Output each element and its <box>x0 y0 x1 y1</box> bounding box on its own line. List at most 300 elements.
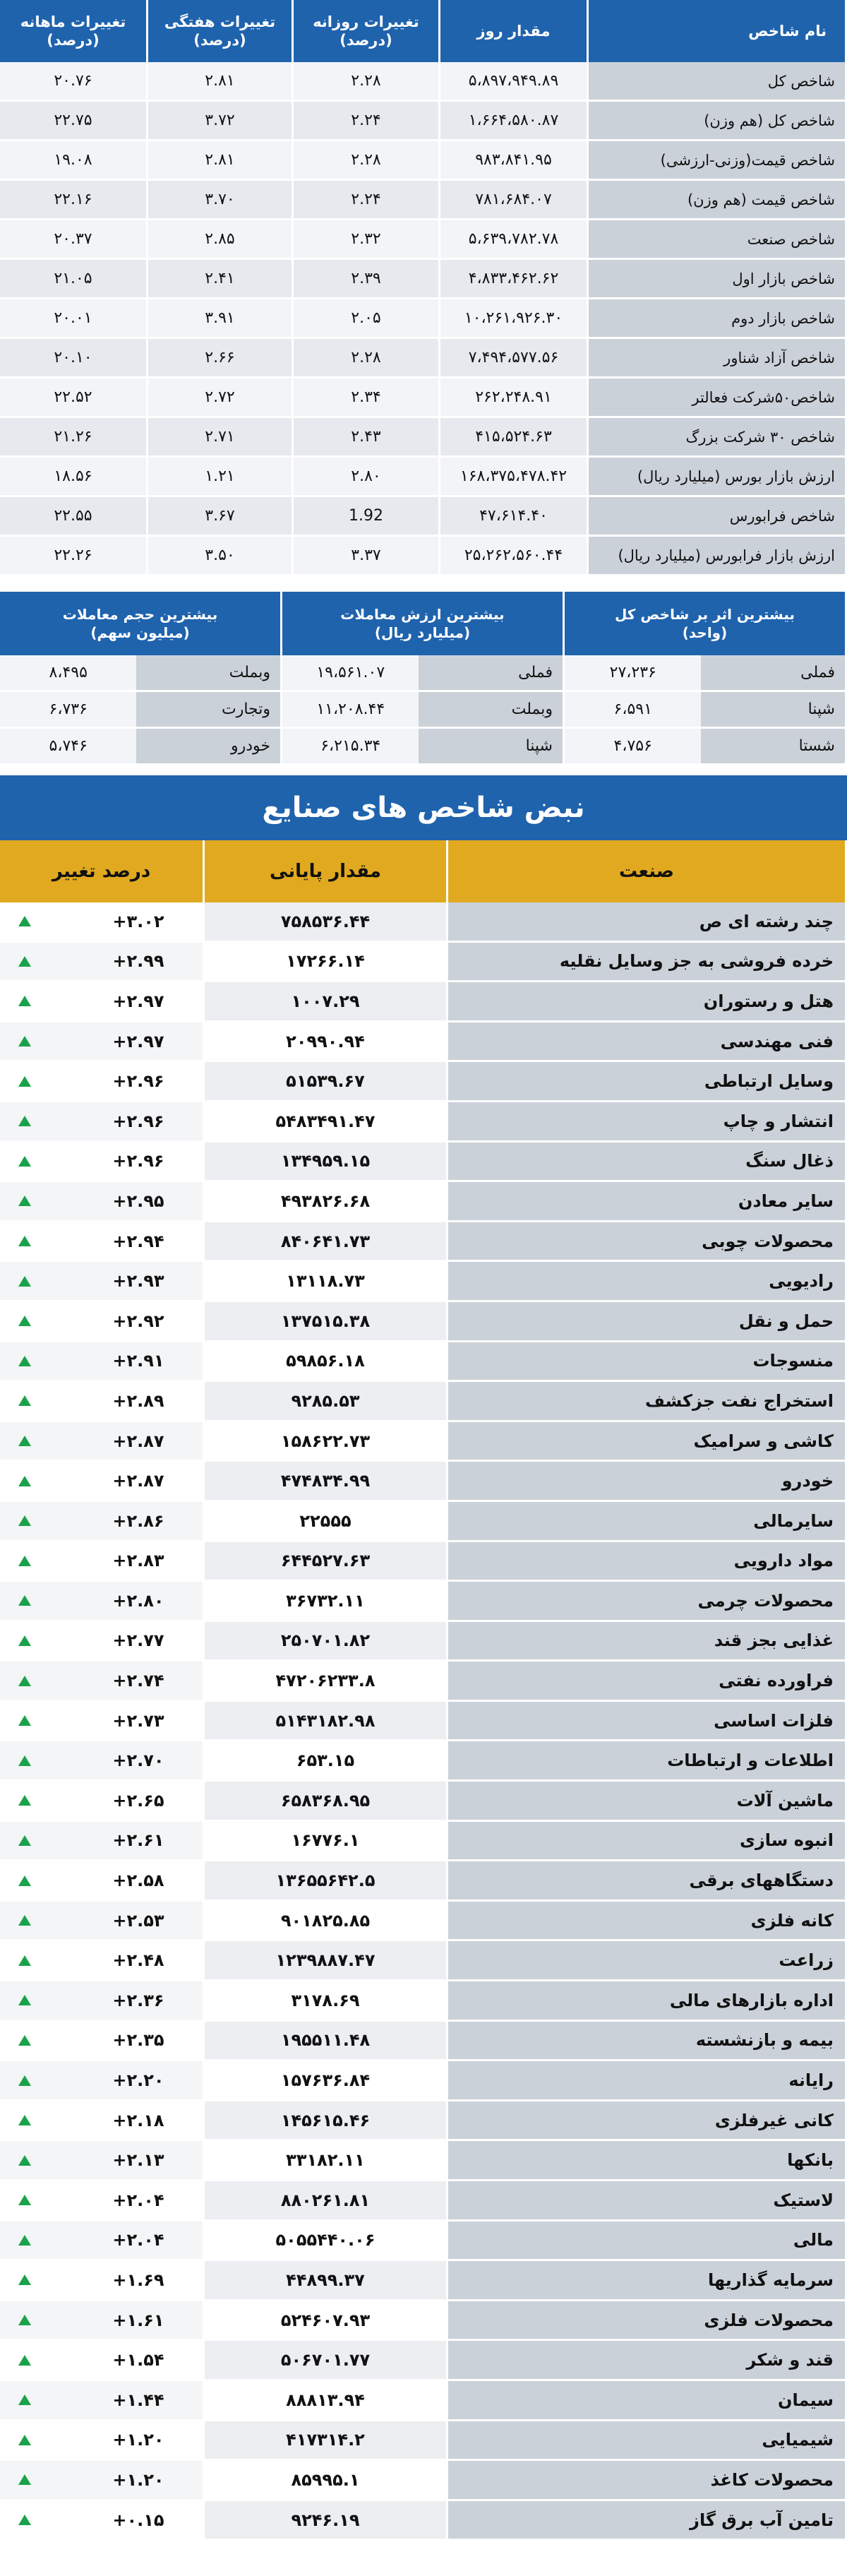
final-value: ۹۲۸۵.۵۳ <box>205 1382 448 1422</box>
trade-volume-symbol: خودرو <box>136 729 280 765</box>
change-cell <box>0 1422 205 1462</box>
change-percent: +۲.۸۹ <box>112 1390 164 1411</box>
weekly-change: ۲.۸۵ <box>148 220 294 260</box>
industry-name: چند رشته ای ص <box>448 902 847 943</box>
index-impact-cell <box>565 655 847 692</box>
industry-name: سایرمالی <box>448 1502 847 1542</box>
change-cell <box>0 1342 205 1383</box>
change-cell <box>0 2341 205 2381</box>
industry-name: وسایل ارتباطی <box>448 1062 847 1102</box>
trade-value-symbol: فملی <box>419 655 563 692</box>
header-index-impact: بیشترین اثر بر شاخص کل (واحد) <box>565 592 847 655</box>
monthly-change: ۲۲.۵۵ <box>0 497 148 537</box>
trade-value-value: ۶،۲۱۵.۳۴ <box>282 729 419 765</box>
final-value: ۵۲۴۶۰۷.۹۳ <box>205 2301 448 2342</box>
up-arrow-icon <box>18 1515 31 1526</box>
final-value: ۵۱۵۳۹.۶۷ <box>205 1062 448 1102</box>
industry-table-header <box>0 840 847 902</box>
final-value: ۶۵۸۳۶۸.۹۵ <box>205 1782 448 1822</box>
final-value: ۴۹۳۸۲۶.۶۸ <box>205 1182 448 1222</box>
industry-row <box>0 2101 847 2142</box>
industry-name: ذغال سنگ <box>448 1143 847 1183</box>
header-monthly: تغییرات ماهانه (درصد) <box>0 0 148 62</box>
up-arrow-icon <box>18 1276 31 1287</box>
header-industry: صنعت <box>448 840 847 902</box>
industry-name: انبوه سازی <box>448 1822 847 1862</box>
change-cell <box>0 1861 205 1902</box>
change-cell <box>0 1502 205 1542</box>
industry-row <box>0 2381 847 2421</box>
industry-row <box>0 1222 847 1263</box>
index-row <box>0 537 847 576</box>
change-percent: +۱.۶۹ <box>112 2270 164 2290</box>
industry-name: رادیویی <box>448 1262 847 1302</box>
monthly-change: ۲۲.۲۶ <box>0 537 148 576</box>
final-value: ۱۳۱۱۸.۷۳ <box>205 1262 448 1302</box>
change-percent: +۲.۵۳ <box>112 1910 164 1931</box>
index-name: شاخص کل (هم وزن) <box>589 102 847 141</box>
index-impact-value: ۴،۷۵۶ <box>565 729 701 765</box>
up-arrow-icon <box>18 1195 31 1206</box>
industry-banner: نبض شاخص های صنایع <box>0 775 847 840</box>
up-arrow-icon <box>18 2195 31 2205</box>
index-name: شاخص فرابورس <box>589 497 847 537</box>
trade-volume-value: ۸،۴۹۵ <box>0 655 136 692</box>
change-percent: +۲.۸۰ <box>112 1590 164 1611</box>
industry-row <box>0 1542 847 1582</box>
industry-name: لاستیک <box>448 2181 847 2222</box>
weekly-change: ۳.۷۲ <box>148 102 294 141</box>
up-arrow-icon <box>18 1036 31 1046</box>
change-percent: +۲.۸۷ <box>112 1471 164 1491</box>
daily-change: ۲.۳۴ <box>294 378 440 418</box>
final-value: ۱۴۵۶۱۵.۴۶ <box>205 2101 448 2142</box>
index-value: ۲۶۲،۲۴۸.۹۱ <box>440 378 589 418</box>
trade-volume-symbol: وتجارت <box>136 692 280 729</box>
final-value: ۵۹۸۵۶.۱۸ <box>205 1342 448 1383</box>
index-impact-value: ۶،۵۹۱ <box>565 692 701 729</box>
final-value: ۴۷۲۰۶۲۳۳.۸ <box>205 1662 448 1702</box>
final-value: ۶۴۴۵۲۷.۶۳ <box>205 1542 448 1582</box>
industry-row <box>0 1702 847 1742</box>
industry-row <box>0 1302 847 1342</box>
final-value: ۵۰۵۵۴۴۰.۰۶ <box>205 2222 448 2262</box>
change-percent: +۲.۶۱ <box>112 1830 164 1851</box>
header-final: مقدار پایانی <box>205 840 448 902</box>
change-percent: +۲.۳۶ <box>112 1990 164 2010</box>
index-impact-symbol: شستا <box>701 729 845 765</box>
index-row <box>0 102 847 141</box>
header-weekly: تغییرات هفتگی (درصد) <box>148 0 294 62</box>
trade-value-symbol: وبملت <box>419 692 563 729</box>
index-value: ۵،۸۹۷،۹۴۹.۸۹ <box>440 62 589 102</box>
up-arrow-icon <box>18 1436 31 1446</box>
weekly-change: ۲.۴۱ <box>148 260 294 299</box>
final-value: ۵۴۸۳۴۹۱.۴۷ <box>205 1102 448 1143</box>
top-stocks-row <box>0 729 847 765</box>
change-percent: +۲.۹۶ <box>112 1111 164 1131</box>
trade-volume-value: ۵،۷۴۶ <box>0 729 136 765</box>
industry-row <box>0 1622 847 1662</box>
industry-row <box>0 2022 847 2062</box>
index-value: ۱،۶۶۴،۵۸۰.۸۷ <box>440 102 589 141</box>
trade-value-symbol: شپنا <box>419 729 563 765</box>
final-value: ۳۳۱۸۲.۱۱ <box>205 2141 448 2181</box>
change-cell <box>0 1302 205 1342</box>
up-arrow-icon <box>18 2235 31 2246</box>
change-cell <box>0 2101 205 2142</box>
industry-row <box>0 1102 847 1143</box>
index-impact-cell <box>565 692 847 729</box>
industry-name: غذایی بجز قند <box>448 1622 847 1662</box>
industry-name: سایر معادن <box>448 1182 847 1222</box>
change-percent: +۲.۷۴ <box>112 1671 164 1691</box>
index-row <box>0 141 847 181</box>
change-cell <box>0 2301 205 2342</box>
industry-row <box>0 1182 847 1222</box>
up-arrow-icon <box>18 1556 31 1566</box>
header-change: درصد تغییر <box>0 840 205 902</box>
change-percent: +۲.۹۱ <box>112 1351 164 1371</box>
final-value: ۸۸۸۱۳.۹۴ <box>205 2381 448 2421</box>
index-name: ارزش بازار فرابورس (میلیارد ریال) <box>589 537 847 576</box>
industry-row <box>0 1662 847 1702</box>
trade-volume-cell <box>0 692 282 729</box>
up-arrow-icon <box>18 2315 31 2325</box>
monthly-change: ۲۱.۲۶ <box>0 418 148 458</box>
industry-row <box>0 2181 847 2222</box>
industry-name: دستگاههای برقی <box>448 1861 847 1902</box>
final-value: ۱۷۲۶۶.۱۴ <box>205 943 448 983</box>
industry-row <box>0 982 847 1022</box>
industry-row <box>0 1822 847 1862</box>
top-stocks-table <box>0 592 847 765</box>
monthly-change: ۲۰.۳۷ <box>0 220 148 260</box>
weekly-change: ۳.۶۷ <box>148 497 294 537</box>
weekly-change: ۱.۲۱ <box>148 458 294 497</box>
trade-volume-symbol: وبملت <box>136 655 280 692</box>
industry-name: فلزات اساسی <box>448 1702 847 1742</box>
change-cell <box>0 982 205 1022</box>
change-cell <box>0 1622 205 1662</box>
change-cell <box>0 2461 205 2501</box>
trade-value-cell <box>282 655 565 692</box>
trade-volume-cell <box>0 729 282 765</box>
final-value: ۴۷۴۸۳۴.۹۹ <box>205 1462 448 1502</box>
up-arrow-icon <box>18 1676 31 1686</box>
daily-change: ۲.۲۸ <box>294 339 440 378</box>
daily-change: ۲.۳۲ <box>294 220 440 260</box>
index-name: شاخص قیمت (هم وزن) <box>589 181 847 220</box>
trade-value-value: ۱۱،۲۰۸.۴۴ <box>282 692 419 729</box>
change-percent: +۱.۶۱ <box>112 2310 164 2330</box>
change-percent: +۲.۹۷ <box>112 1031 164 1051</box>
industry-name: محصولات چوبی <box>448 1222 847 1263</box>
final-value: ۲۰۹۹۰.۹۴ <box>205 1022 448 1063</box>
index-value: ۷۸۱،۶۸۴.۰۷ <box>440 181 589 220</box>
header-trade-volume: بیشترین حجم معاملات (میلیون سهم) <box>0 592 282 655</box>
change-percent: +۱.۴۴ <box>112 2390 164 2410</box>
change-percent: +۲.۴۸ <box>112 1950 164 1971</box>
header-value: مقدار روز <box>440 0 589 62</box>
change-cell <box>0 1143 205 1183</box>
final-value: ۷۵۸۵۳۶.۴۴ <box>205 902 448 943</box>
industry-row <box>0 1502 847 1542</box>
industry-name: اطلاعات و ارتباطات <box>448 1741 847 1782</box>
final-value: ۱۹۵۵۱۱.۴۸ <box>205 2022 448 2062</box>
trade-value-cell <box>282 729 565 765</box>
trade-value-cell <box>282 692 565 729</box>
index-row <box>0 299 847 339</box>
top-stocks-row <box>0 655 847 692</box>
change-cell <box>0 2061 205 2101</box>
index-value: ۵،۶۳۹،۷۸۲.۷۸ <box>440 220 589 260</box>
final-value: ۹۰۱۸۲۵.۸۵ <box>205 1902 448 1942</box>
trade-value-value: ۱۹،۵۶۱.۰۷ <box>282 655 419 692</box>
up-arrow-icon <box>18 1595 31 1606</box>
industry-row <box>0 1582 847 1622</box>
industry-row <box>0 943 847 983</box>
industry-name: ماشین آلات <box>448 1782 847 1822</box>
monthly-change: ۲۰.۰۱ <box>0 299 148 339</box>
industry-row <box>0 1902 847 1942</box>
final-value: ۱۲۳۹۸۸۷.۴۷ <box>205 1941 448 1981</box>
daily-change: ۲.۰۵ <box>294 299 440 339</box>
industry-name: خودرو <box>448 1462 847 1502</box>
change-percent: +۲.۸۷ <box>112 1431 164 1451</box>
industry-name: شیمیایی <box>448 2421 847 2462</box>
up-arrow-icon <box>18 1476 31 1486</box>
index-value: ۹۸۳،۸۴۱.۹۵ <box>440 141 589 181</box>
up-arrow-icon <box>18 1715 31 1726</box>
weekly-change: ۲.۸۱ <box>148 141 294 181</box>
change-percent: +۲.۱۸ <box>112 2110 164 2130</box>
industry-name: انتشار و چاپ <box>448 1102 847 1143</box>
index-row <box>0 497 847 537</box>
final-value: ۱۵۷۶۳۶.۸۴ <box>205 2061 448 2101</box>
industry-row <box>0 2421 847 2462</box>
final-value: ۵۰۶۷۰۱.۷۷ <box>205 2341 448 2381</box>
change-percent: +۲.۹۷ <box>112 991 164 1011</box>
up-arrow-icon <box>18 2274 31 2285</box>
final-value: ۲۲۵۵۵ <box>205 1502 448 1542</box>
industry-row <box>0 1022 847 1063</box>
final-value: ۱۵۸۶۲۲.۷۳ <box>205 1422 448 1462</box>
industry-name: رایانه <box>448 2061 847 2101</box>
industry-name: اداره بازارهای مالی <box>448 1981 847 2022</box>
final-value: ۵۱۴۳۱۸۲.۹۸ <box>205 1702 448 1742</box>
change-cell <box>0 1782 205 1822</box>
weekly-change: ۳.۷۰ <box>148 181 294 220</box>
change-cell <box>0 2181 205 2222</box>
weekly-change: ۲.۷۱ <box>148 418 294 458</box>
daily-change: ۲.۲۴ <box>294 181 440 220</box>
up-arrow-icon <box>18 1995 31 2005</box>
change-cell <box>0 2501 205 2541</box>
index-name: شاخص آزاد شناور <box>589 339 847 378</box>
up-arrow-icon <box>18 916 31 926</box>
change-cell <box>0 1462 205 1502</box>
industry-row <box>0 2261 847 2301</box>
index-impact-symbol: فملی <box>701 655 845 692</box>
monthly-change: ۲۲.۱۶ <box>0 181 148 220</box>
index-name: شاخص صنعت <box>589 220 847 260</box>
industry-row <box>0 1342 847 1383</box>
change-cell <box>0 1741 205 1782</box>
index-row <box>0 181 847 220</box>
index-value: ۴۷،۶۱۴.۴۰ <box>440 497 589 537</box>
weekly-change: ۲.۶۶ <box>148 339 294 378</box>
index-row <box>0 220 847 260</box>
industry-row <box>0 2222 847 2262</box>
industry-row <box>0 2061 847 2101</box>
change-percent: +۲.۷۷ <box>112 1630 164 1651</box>
industry-name: محصولات کاغذ <box>448 2461 847 2501</box>
industry-name: بیمه و بازنشسته <box>448 2022 847 2062</box>
up-arrow-icon <box>18 2035 31 2046</box>
daily-change: ۲.۲۸ <box>294 62 440 102</box>
final-value: ۸۵۹۹۵.۱ <box>205 2461 448 2501</box>
final-value: ۶۵۳.۱۵ <box>205 1741 448 1782</box>
change-cell <box>0 1582 205 1622</box>
up-arrow-icon <box>18 956 31 967</box>
industry-row <box>0 1143 847 1183</box>
industry-name: حمل و نقل <box>448 1302 847 1342</box>
change-percent: +۲.۹۶ <box>112 1071 164 1092</box>
change-percent: +۲.۹۳ <box>112 1271 164 1292</box>
industry-name: سرمایه گذاریها <box>448 2261 847 2301</box>
change-cell <box>0 2261 205 2301</box>
change-cell <box>0 1102 205 1143</box>
industry-row <box>0 1741 847 1782</box>
change-cell <box>0 1222 205 1263</box>
industry-table <box>0 840 847 2541</box>
up-arrow-icon <box>18 1316 31 1326</box>
index-name: شاخص قیمت(وزنی-ارزشی) <box>589 141 847 181</box>
change-percent: +۱.۲۰ <box>112 2469 164 2490</box>
change-cell <box>0 1941 205 1981</box>
change-percent: +۲.۸۶ <box>112 1510 164 1531</box>
change-cell <box>0 1182 205 1222</box>
indices-table <box>0 0 847 576</box>
monthly-change: ۲۲.۷۵ <box>0 102 148 141</box>
header-trade-value: بیشترین ارزش معاملات (میلیارد ریال) <box>282 592 565 655</box>
industry-name: منسوجات <box>448 1342 847 1383</box>
change-percent: +۲.۳۵ <box>112 2030 164 2051</box>
change-percent: +۱.۵۴ <box>112 2350 164 2371</box>
industry-name: استخراج نفت جزکشف <box>448 1382 847 1422</box>
up-arrow-icon <box>18 1356 31 1366</box>
industry-row <box>0 902 847 943</box>
change-percent: +۲.۹۴ <box>112 1231 164 1251</box>
up-arrow-icon <box>18 2155 31 2166</box>
index-name: شاخص بازار اول <box>589 260 847 299</box>
final-value: ۳۱۷۸.۶۹ <box>205 1981 448 2022</box>
change-cell <box>0 1022 205 1063</box>
index-value: ۲۵،۲۶۲،۵۶۰.۴۴ <box>440 537 589 576</box>
industry-name: فراورده نفتی <box>448 1662 847 1702</box>
monthly-change: ۱۹.۰۸ <box>0 141 148 181</box>
change-cell <box>0 1262 205 1302</box>
weekly-change: ۲.۷۲ <box>148 378 294 418</box>
change-cell <box>0 2022 205 2062</box>
monthly-change: ۲۲.۵۲ <box>0 378 148 418</box>
daily-change: ۲.۴۳ <box>294 418 440 458</box>
index-value: ۴۱۵،۵۲۴.۶۳ <box>440 418 589 458</box>
index-value: ۴،۸۳۳،۴۶۲.۶۲ <box>440 260 589 299</box>
change-cell <box>0 1702 205 1742</box>
change-percent: +۲.۷۳ <box>112 1710 164 1731</box>
up-arrow-icon <box>18 1915 31 1926</box>
change-percent: +۲.۷۰ <box>112 1751 164 1771</box>
industry-row <box>0 1062 847 1102</box>
change-percent: +۲.۹۲ <box>112 1311 164 1331</box>
change-percent: +۲.۱۳ <box>112 2150 164 2171</box>
up-arrow-icon <box>18 1955 31 1966</box>
top-stocks-row <box>0 692 847 729</box>
change-percent: +۱.۲۰ <box>112 2430 164 2450</box>
indices-table-body <box>0 62 847 576</box>
industry-name: هتل و رستوران <box>448 982 847 1022</box>
index-name: شاخص کل <box>589 62 847 102</box>
index-value: ۷،۴۹۴،۵۷۷.۵۶ <box>440 339 589 378</box>
industry-row <box>0 2501 847 2541</box>
monthly-change: ۲۰.۷۶ <box>0 62 148 102</box>
industry-name: خرده فروشی به جز وسایل نقلیه <box>448 943 847 983</box>
change-cell <box>0 943 205 983</box>
up-arrow-icon <box>18 2355 31 2366</box>
industry-row <box>0 2141 847 2181</box>
header-name: نام شاخص <box>589 0 847 62</box>
industry-name: زراعت <box>448 1941 847 1981</box>
index-row <box>0 378 847 418</box>
up-arrow-icon <box>18 1795 31 1806</box>
final-value: ۹۲۴۶.۱۹ <box>205 2501 448 2541</box>
up-arrow-icon <box>18 2474 31 2485</box>
up-arrow-icon <box>18 1395 31 1406</box>
industry-name: فنی مهندسی <box>448 1022 847 1063</box>
change-cell <box>0 1981 205 2022</box>
index-row <box>0 339 847 378</box>
up-arrow-icon <box>18 2075 31 2086</box>
final-value: ۸۴۰۶۴۱.۷۳ <box>205 1222 448 1263</box>
trade-volume-cell <box>0 655 282 692</box>
industry-name: کانی غیرفلزی <box>448 2101 847 2142</box>
monthly-change: ۱۸.۵۶ <box>0 458 148 497</box>
final-value: ۲۵۰۷۰۱.۸۲ <box>205 1622 448 1662</box>
weekly-change: ۲.۸۱ <box>148 62 294 102</box>
industry-row <box>0 2301 847 2342</box>
change-percent: +۲.۶۵ <box>112 1790 164 1811</box>
industry-row <box>0 1782 847 1822</box>
change-cell <box>0 902 205 943</box>
industry-name: بانکها <box>448 2141 847 2181</box>
final-value: ۱۶۷۷۶.۱ <box>205 1822 448 1862</box>
change-percent: +۲.۹۶ <box>112 1151 164 1171</box>
final-value: ۴۱۷۳۱۴.۲ <box>205 2421 448 2462</box>
daily-change: ۲.۳۹ <box>294 260 440 299</box>
index-value: ۱۶۸،۳۷۵،۴۷۸.۴۲ <box>440 458 589 497</box>
daily-change: ۳.۳۷ <box>294 537 440 576</box>
industry-row <box>0 2461 847 2501</box>
index-name: شاخص ۳۰ شرکت بزرگ <box>589 418 847 458</box>
index-row <box>0 458 847 497</box>
up-arrow-icon <box>18 2395 31 2405</box>
weekly-change: ۳.۵۰ <box>148 537 294 576</box>
up-arrow-icon <box>18 996 31 1006</box>
index-name: شاخص۵۰شرکت فعالتر <box>589 378 847 418</box>
index-value: ۱۰،۲۶۱،۹۲۶.۳۰ <box>440 299 589 339</box>
